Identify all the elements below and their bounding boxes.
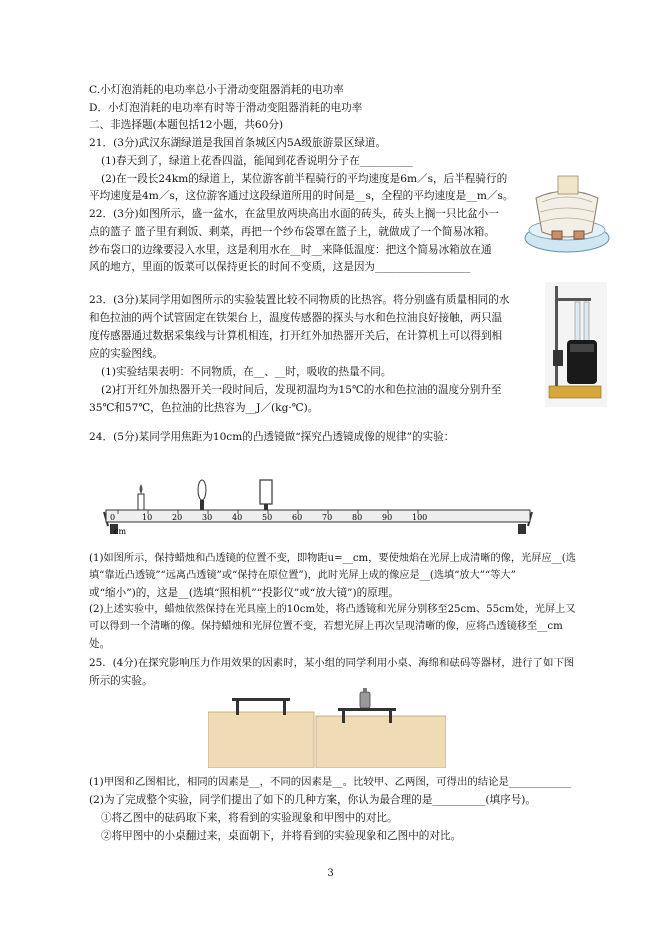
q21-part2-cont: 平均速度是4m／s，这位游客通过这段绿道所用的时间是__s，全程的平均速度是__m／s。 (89, 190, 514, 202)
q25-option1: ①将乙图中的砝码取下来，将看到的实验现象和甲图中的对比。 (101, 812, 398, 824)
q24-part1-cont: 填“靠近凸透镜”“远离凸透镜”或“保持在原位置”)，此时光屏上成的像应是__(选填“放大”“等大” (89, 570, 516, 581)
q22-line4: 风的地方，里面的饭菜可以保持更长的时间不变质，这是因为__________________ (89, 261, 471, 273)
q23-line2: 和色拉油的两个试管固定在铁架台上，温度传感器的探头与水和色拉油良好接触，两只温 (89, 312, 503, 324)
q25-stem: 25．(4分)在探究影响压力作用效果的因素时，某小组的同学利用小桌、海绵和砝码等器材，进行了如下图 (89, 657, 575, 669)
ruler-tick-label: 40 (232, 513, 243, 522)
q25-part1: (1)甲图和乙图相比，相同的因素是__，不同的因素是__。比较甲、乙两图，可得出的结论是____________ (89, 776, 572, 788)
q21-stem: 21．(3分)武汉东湖绿道是我国首条城区内5A级旅游景区绿道。 (89, 137, 387, 149)
q23-stem: 23．(3分)某同学用如图所示的实验装置比较不同物质的比热容。将分别盛有质量相同的水 (89, 294, 510, 306)
q24-part2-cont2: 处。 (89, 638, 111, 650)
section-heading: 二、非选择题(本题包括12小题，共60分) (89, 119, 284, 131)
pressure-experiment-figure (208, 684, 446, 768)
q24-stem: 24．(5分)某同学用焦距为10cm的凸透镜做“探究凸透镜成像的规律”的实验： (89, 431, 455, 443)
ruler-tick-label: 70 (322, 513, 333, 522)
q24-part2: (2)上述实验中，蜡烛依然保持在光具座上的10cm处，将凸透镜和光屏分别移至25cm、55cm处，光屏上又 (89, 604, 576, 615)
q21-part2: (2)在一段长24km的绿道上，某位游客前半程骑行的平均速度是6m／s，后半程骑行的 (101, 173, 508, 185)
ruler-unit-label: cm (114, 527, 127, 536)
q25-part2: (2)为了完成整个实验，同学们提出了如下的几种方案，你认为最合理的是__________(填序号)。 (89, 794, 537, 806)
q22-stem: 22．(3分)如图所示，盛一盆水，在盆里放两块高出水面的砖头，砖头上搁一只比盆小一 (89, 208, 499, 220)
q23-part1: (1)实验结果表明：不同物质，在__、__时，吸收的热量不同。 (101, 366, 392, 378)
ruler-tick-label: 50 (262, 513, 273, 522)
q23-line3: 度传感器通过数据采集线与计算机相连，打开红外加热器开关后，在计算机上可以得到相 (89, 330, 503, 342)
q24-part2-cont: 可以得到一个清晰的像。保持蜡烛和光屏位置不变，若想光屏上再次呈现清晰的像，应将凸透镜移至__cm (89, 621, 563, 632)
ruler-tick-label: 60 (292, 513, 303, 522)
ruler-tick-label: 20 (172, 513, 183, 522)
ruler-tick-label: 30 (202, 513, 213, 522)
option-c: C.小灯泡消耗的电功率总小于滑动变阻器消耗的电功率 (89, 84, 344, 96)
q21-part1: (1)春天到了，绿道上花香四溢，能闻到花香说明分子在__________ (101, 155, 413, 167)
optical-bench-figure (94, 472, 542, 538)
q23-part2: (2)打开红外加热器开关一段时间后，发现初温均为15℃的水和色拉油的温度分别升至 (101, 384, 502, 396)
heater-apparatus-figure (545, 282, 607, 407)
q22-line3: 纱布袋口的边缘要浸入水里，这是利用水在__时__来降低温度：把这个简易冰箱放在通 (89, 244, 492, 256)
ruler-tick-label: 10 (142, 513, 153, 522)
ruler-tick-label: 100 (412, 513, 428, 522)
simple-fridge-figure (522, 168, 612, 260)
q23-line4: 应的实验图线。 (89, 348, 164, 360)
q23-part2-cont: 35℃和57℃，色拉油的比热容为__J／(kg·℃)。 (89, 402, 319, 414)
ruler-tick-label: 0 (110, 513, 116, 522)
q25-stem-cont: 所示的实验。 (89, 675, 153, 687)
ruler-tick-label: 90 (382, 513, 393, 522)
ruler-tick-label: 80 (352, 513, 363, 522)
option-d: D．小灯泡消耗的电功率有时等于滑动变阻器消耗的电功率 (89, 102, 363, 114)
page-number: 3 (327, 868, 334, 879)
q24-part1: (1)如图所示，保持蜡烛和凸透镜的位置不变，即物距u=__cm，要使烛焰在光屏上成清晰的像，光屏应__(选 (89, 553, 576, 564)
q22-line2: 点的篮子 篮子里有剩饭、剩菜，再把一个纱布袋罩在篮子上，就做成了一个简易冰箱。 (89, 226, 495, 238)
q25-option2: ②将甲图中的小桌翻过来，桌面朝下，并将看到的实验现象和乙图中的对比。 (101, 830, 462, 842)
q24-part1-cont2: 或“缩小”)的，这是__(选填“照相机”“投影仪”或“放大镜”)的原理。 (89, 587, 399, 599)
